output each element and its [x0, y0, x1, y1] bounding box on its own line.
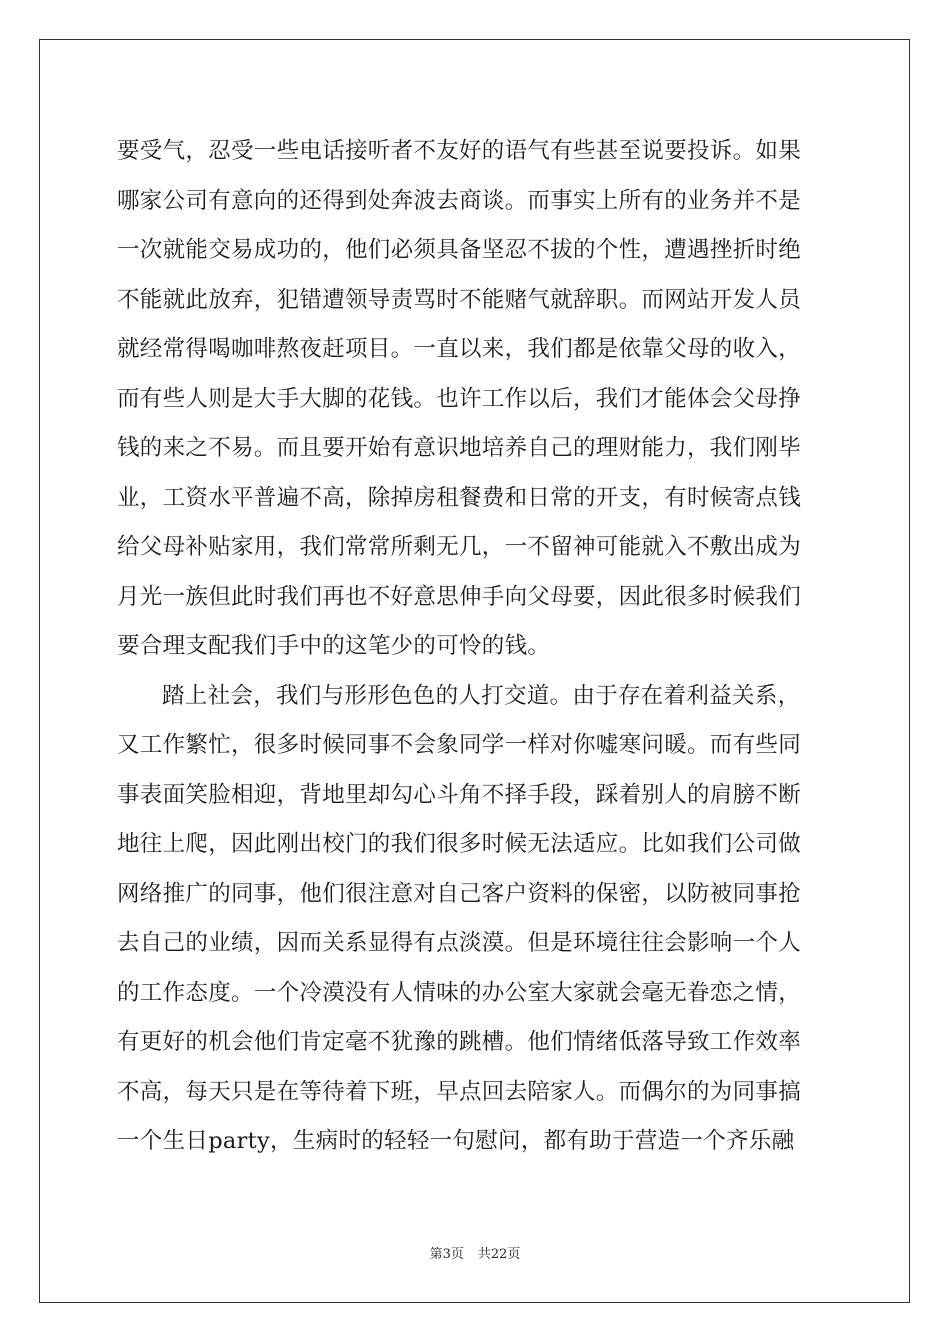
text-line: 地往上爬，因此刚出校门的我们很多时候无法适应。比如我们公司做: [117, 831, 802, 857]
text-line: 有更好的机会他们肯定毫不犹豫的跳槽。他们情绪低落导致工作效率: [117, 1029, 802, 1055]
text-line: 要合理支配我们手中的这笔少的可怜的钱。: [117, 633, 551, 659]
text-line: 就经常得喝咖啡熬夜赶项目。一直以来，我们都是依靠父母的收入，: [117, 336, 802, 362]
text-line: 业，工资水平普遍不高，除掉房租餐费和日常的开支，有时候寄点钱: [117, 485, 802, 511]
text-line: 不高，每天只是在等待着下班，早点回去陪家人。而偶尔的为同事搞: [117, 1079, 802, 1105]
text-line: 钱的来之不易。而且要开始有意识地培养自己的理财能力，我们刚毕: [117, 435, 802, 461]
text-line: 要受气，忍受一些电话接听者不友好的语气有些甚至说要投诉。如果: [117, 138, 802, 164]
text-line: 而有些人则是大手大脚的花钱。也许工作以后，我们才能体会父母挣: [117, 386, 802, 412]
text-line: 不能就此放弃，犯错遭领导责骂时不能赌气就辞职。而网站开发人员: [117, 287, 802, 313]
text-line: 去自己的业绩，因而关系显得有点淡漠。但是环境往往会影响一个人: [117, 930, 802, 956]
total-page-count: 共22页: [477, 1247, 521, 1262]
text-line: 一次就能交易成功的，他们必须具备坚忍不拔的个性，遭遇挫折时绝: [117, 237, 802, 263]
text-line: 给父母补贴家用，我们常常所剩无几，一不留神可能就入不敷出成为: [117, 534, 802, 560]
text-line: 网络推广的同事，他们很注意对自己客户资料的保密，以防被同事抢: [117, 881, 802, 907]
paragraph-first-line: 踏上社会，我们与形形色色的人打交道。由于存在着利益关系，: [162, 683, 801, 709]
text-line: 的工作态度。一个冷漠没有人情味的办公室大家就会毫无眷恋之情，: [117, 980, 802, 1006]
text-line: 事表面笑脸相迎，背地里却勾心斗角不择手段，踩着别人的肩膀不断: [117, 782, 802, 808]
text-line: 又工作繁忙，很多时候同事不会象同学一样对你嘘寒问暖。而有些同: [117, 732, 802, 758]
page-border: [39, 39, 910, 1303]
text-line: 哪家公司有意向的还得到处奔波去商谈。而事实上所有的业务并不是: [117, 188, 802, 214]
text-line: 月光一族但此时我们再也不好意思伸手向父母要，因此很多时候我们: [117, 584, 802, 610]
current-page-number: 第3页: [429, 1247, 464, 1262]
text-line: 一个生日party，生病时的轻轻一句慰问，都有助于营造一个齐乐融: [117, 1128, 795, 1154]
page-footer: [0, 1246, 950, 1264]
